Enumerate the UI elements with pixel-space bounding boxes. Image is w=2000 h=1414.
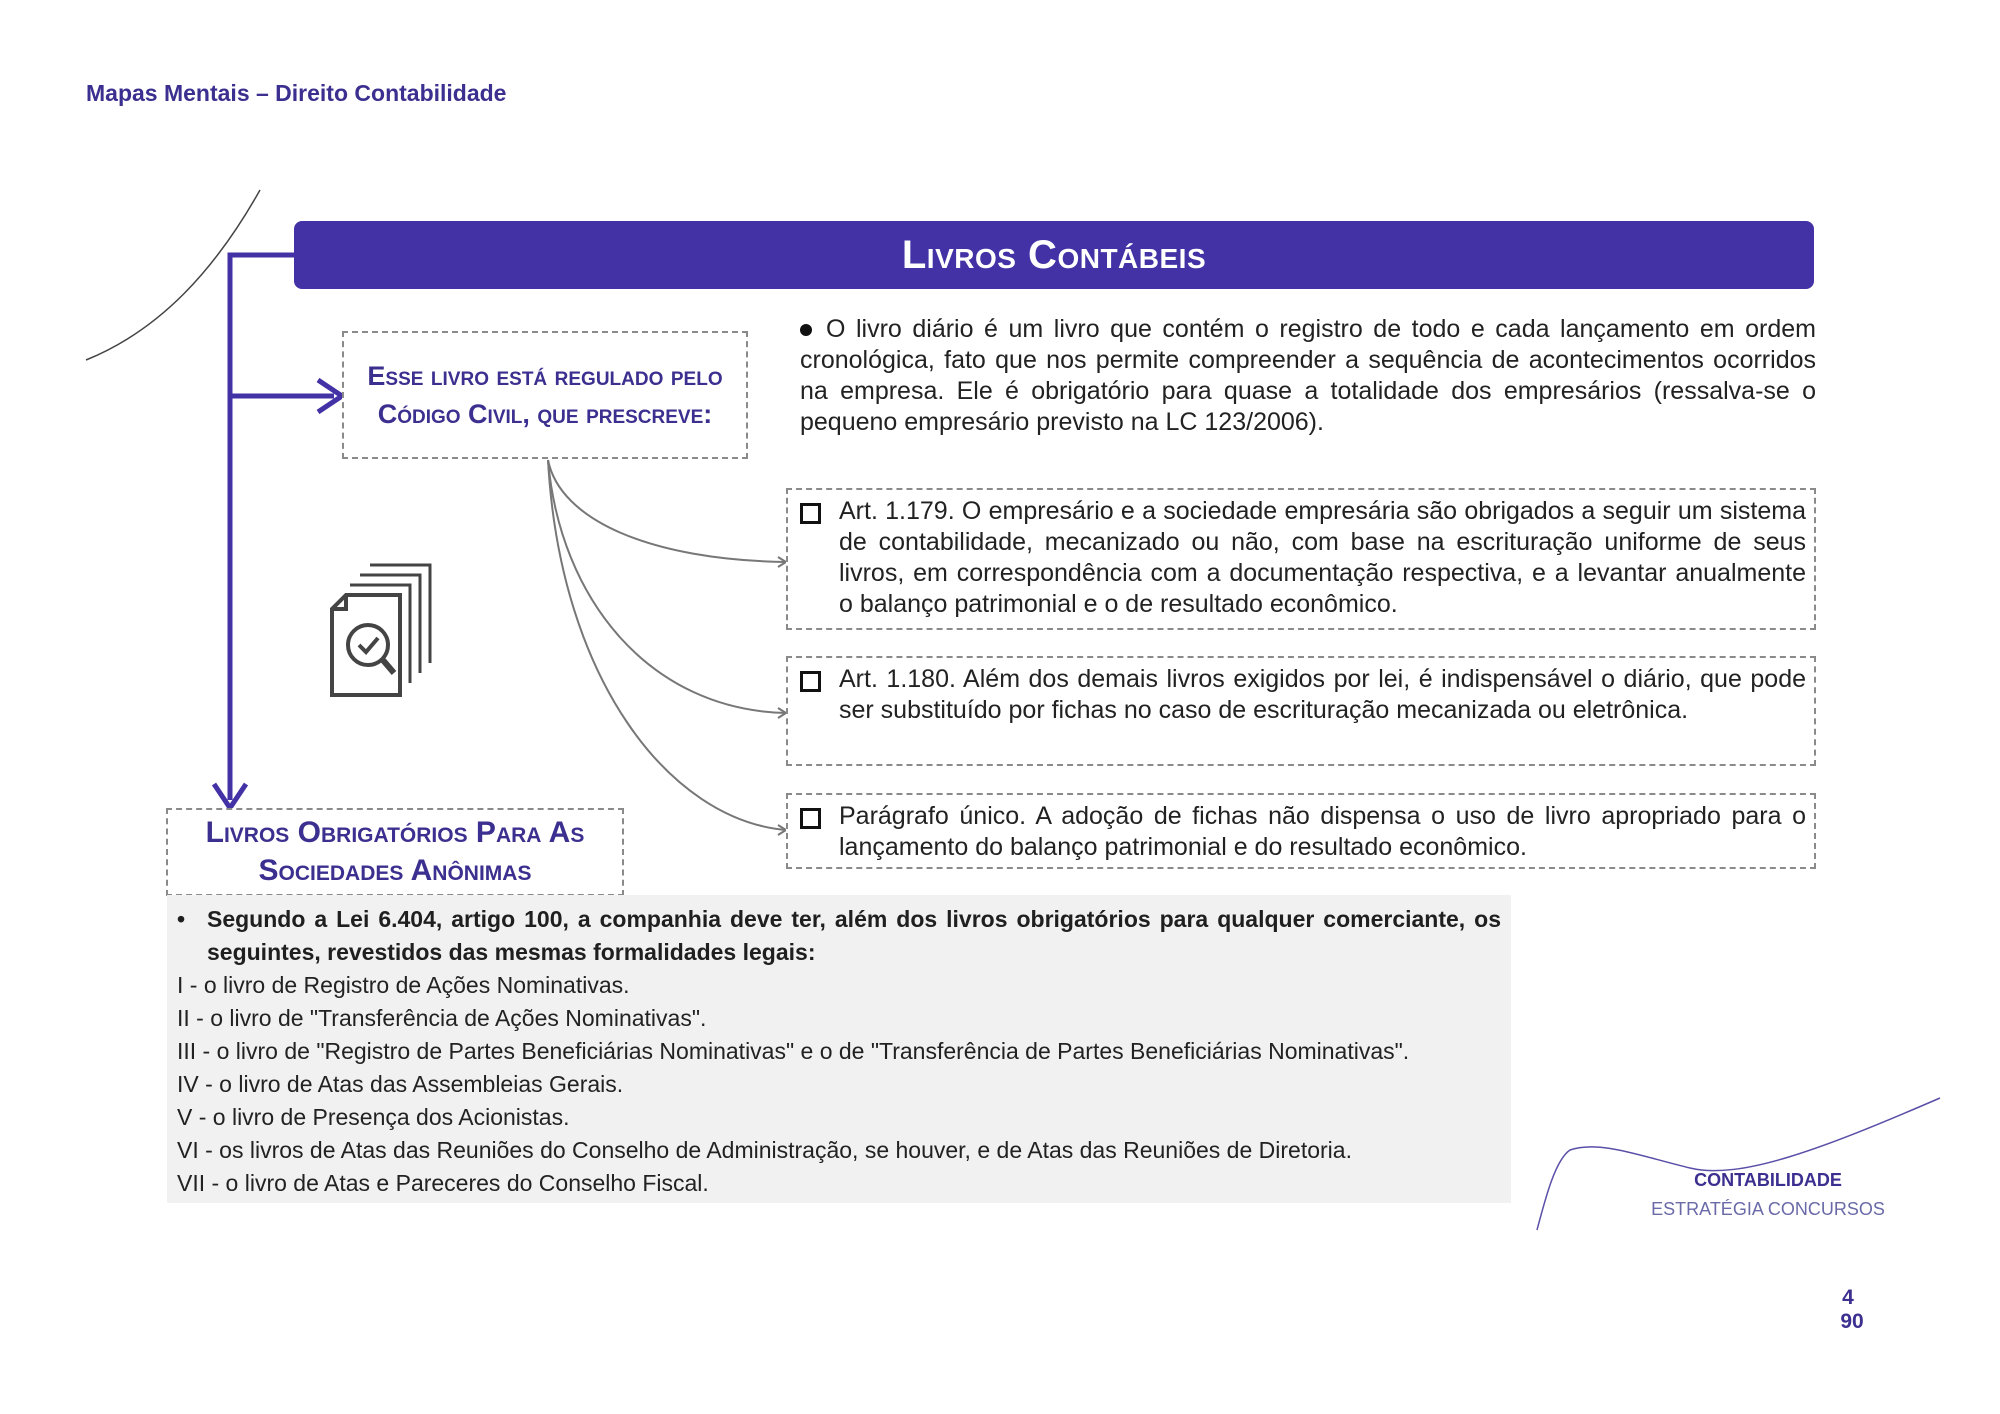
article-box — [786, 793, 1816, 869]
sa-books-box — [166, 808, 624, 896]
intro-paragraph — [800, 314, 1816, 438]
bullet-icon — [800, 324, 812, 336]
checkbox-icon — [800, 503, 821, 524]
law-item: I - o livro de Registro de Ações Nominativas. — [177, 972, 630, 998]
article-box — [786, 656, 1816, 766]
sa-books-label: Livros Obrigatórios Para As Sociedades Anônimas — [205, 816, 585, 887]
header-title: Mapas Mentais – Direito Contabilidade — [86, 80, 507, 106]
checkbox-icon — [800, 671, 821, 692]
law-item: II - o livro de "Transferência de Ações Nominativas". — [177, 1005, 707, 1031]
page-number: 4 — [1842, 1286, 1854, 1309]
intro-text: O livro diário é um livro que contém o registro de todo e cada lançamento em ordem cronológica, fato que nos permite compreender a sequência de acontecimentos ocorridos na empresa. Ele é obrigatório para quase a totalidade dos empresários (ressalva-se o pequeno empresário previsto na LC 123/2006). — [800, 315, 1816, 436]
law-item: VI - os livros de Atas das Reuniões do Conselho de Administração, se houver, e de Atas das Reuniões de Diretoria. — [177, 1137, 1352, 1163]
regulation-box — [342, 331, 748, 459]
article-text: Art. 1.180. Além dos demais livros exigidos por lei, é indispensável o diário, que pode ser substituído por fichas no caso de escrituração mecanizada ou eletrônica. — [839, 665, 1806, 724]
document-search-icon — [330, 563, 434, 698]
law-item: VII - o livro de Atas e Pareceres do Conselho Fiscal. — [177, 1170, 709, 1196]
article-box — [786, 488, 1816, 630]
regulation-label: Esse livro está regulado pelo Código Civil, que prescreve: — [367, 361, 723, 429]
article-text: Art. 1.179. O empresário e a sociedade empresária são obrigados a seguir um sistema de contabilidade, mecanizado ou não, com base na escrituração uniforme de seus livros, em correspondência com a documentação respectiva, e a levantar anualmente o balanço patrimonial e o de resultado econômico. — [839, 497, 1806, 618]
article-text: Parágrafo único. A adoção de fichas não dispensa o uso de livro apropriado para o lançamento do balanço patrimonial e do resultado econômico. — [839, 802, 1806, 861]
law-item: V - o livro de Presença dos Acionistas. — [177, 1104, 570, 1130]
footer-brand: CONTABILIDADE — [1694, 1170, 1842, 1190]
section-banner — [294, 221, 1814, 289]
banner-title: Livros Contábeis — [901, 232, 1207, 277]
law-panel — [167, 895, 1511, 1203]
law-item: III - o livro de "Registro de Partes Beneficiárias Nominativas" e o de "Transferência de Partes Beneficiárias Nominativas". — [177, 1038, 1410, 1064]
law-intro — [177, 903, 1501, 969]
footer-org: ESTRATÉGIA CONCURSOS — [1651, 1199, 1885, 1219]
checkbox-icon — [800, 808, 821, 829]
law-intro-text: Segundo a Lei 6.404, artigo 100, a companhia deve ter, além dos livros obrigatórios para qualquer comerciante, os seguintes, revestidos das mesmas formalidades legais: — [207, 906, 1501, 965]
bullet: • — [177, 906, 186, 932]
page-total: 90 — [1840, 1310, 1864, 1333]
law-item: IV - o livro de Atas das Assembleias Gerais. — [177, 1071, 624, 1097]
